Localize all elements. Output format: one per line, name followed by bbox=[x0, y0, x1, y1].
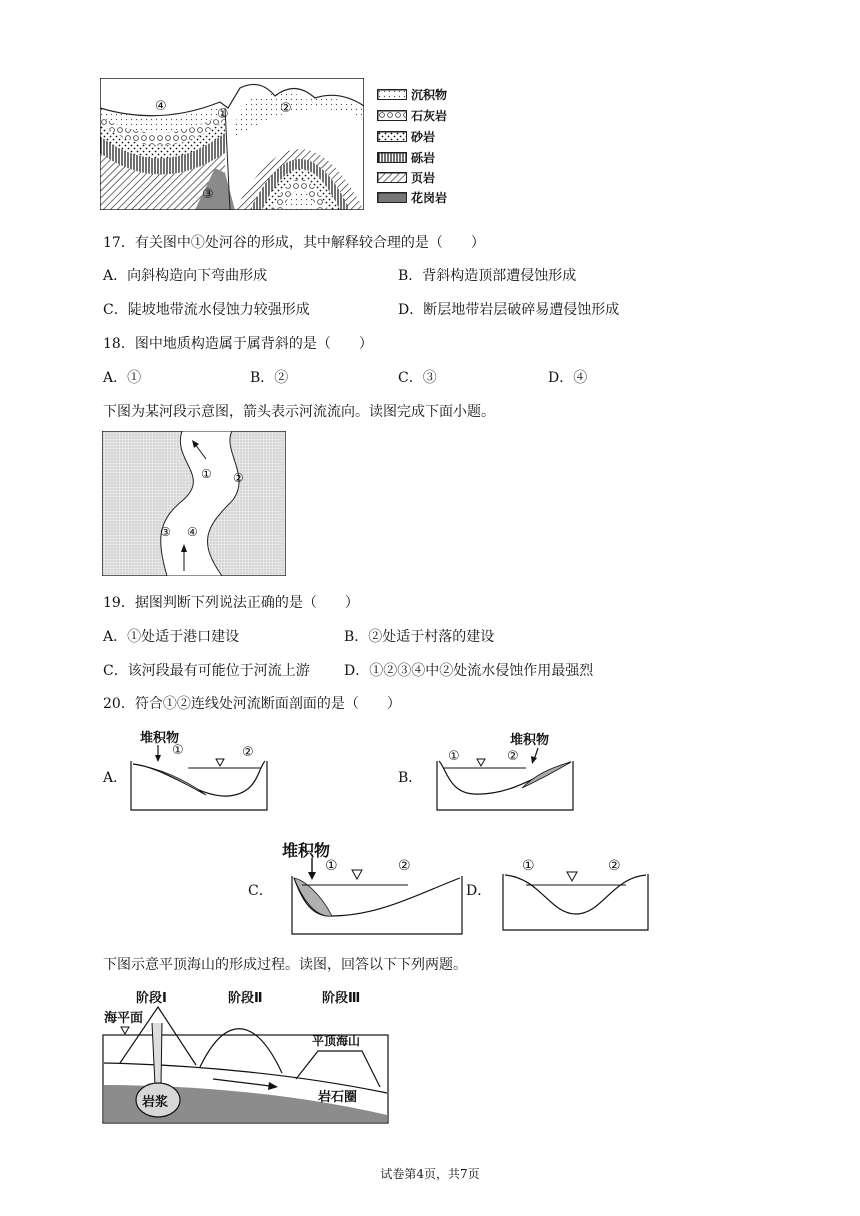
legend-item bbox=[377, 128, 435, 144]
legend-label: 石灰岩 bbox=[411, 108, 448, 123]
marker-1: ① bbox=[217, 107, 229, 122]
question-19-stem: 19．据图判断下列说法正确的是（ ） bbox=[103, 595, 359, 611]
deposit-label: 堆积物 bbox=[282, 841, 331, 860]
q18-option-a[interactable]: A．① bbox=[103, 370, 142, 386]
marker-2: ② bbox=[398, 858, 411, 874]
q20-option-b-label[interactable]: B． bbox=[398, 770, 423, 786]
sea-level-label: 海平面 bbox=[104, 1011, 144, 1026]
page-footer: 试卷第4页，共7页 bbox=[380, 1167, 480, 1181]
q20-option-a-profile[interactable] bbox=[128, 728, 270, 814]
q18-option-d[interactable]: D．④ bbox=[548, 370, 588, 386]
geologic-cross-section bbox=[100, 78, 364, 210]
legend-item bbox=[377, 107, 447, 123]
q18-option-b[interactable]: B．② bbox=[250, 370, 289, 386]
legend-item bbox=[377, 149, 435, 165]
flat-seamount-label: 平顶海山 bbox=[312, 1034, 361, 1048]
magma-label: 岩浆 bbox=[142, 1095, 169, 1110]
legend-item bbox=[377, 169, 435, 185]
q20-option-d-label[interactable]: D． bbox=[466, 883, 492, 899]
q19-option-a[interactable]: A．①处适于港口建设 bbox=[103, 629, 240, 645]
question-18-stem: 18．图中地质构造属于属背斜的是（ ） bbox=[103, 336, 373, 352]
legend-label: 页岩 bbox=[411, 170, 436, 185]
question-20-stem: 20．符合①②连线处河流断面剖面的是（ ） bbox=[103, 696, 401, 712]
q18-option-c[interactable]: C．③ bbox=[398, 370, 437, 386]
marker-1: ① bbox=[522, 858, 535, 874]
marker-2: ② bbox=[242, 745, 254, 760]
marker-1: ① bbox=[172, 743, 184, 758]
deposit-label: 堆积物 bbox=[140, 731, 180, 746]
stage-2-label: 阶段Ⅱ bbox=[228, 991, 263, 1006]
marker-2: ② bbox=[233, 471, 244, 485]
q19-option-c[interactable]: C．该河段最有可能位于河流上游 bbox=[103, 663, 310, 679]
river-segment-diagram bbox=[102, 431, 286, 576]
legend-label: 砂岩 bbox=[411, 129, 436, 144]
deposit-label: 堆积物 bbox=[510, 733, 550, 748]
marker-2: ② bbox=[507, 749, 519, 764]
seamount-intro-text: 下图示意平顶海山的形成过程。读图，回答以下下列两题。 bbox=[103, 957, 467, 973]
q17-option-a[interactable]: A．向斜构造向下弯曲形成 bbox=[103, 268, 268, 284]
stage-1-label: 阶段Ⅰ bbox=[136, 991, 167, 1006]
q20-option-d-profile[interactable] bbox=[500, 848, 652, 932]
marker-2: ② bbox=[280, 101, 292, 116]
marker-2: ② bbox=[608, 858, 621, 874]
stage-3-label: 阶段Ⅲ bbox=[322, 991, 361, 1006]
marker-4: ④ bbox=[187, 525, 198, 539]
marker-1: ① bbox=[325, 858, 338, 874]
marker-1: ① bbox=[201, 467, 212, 481]
question-17-stem: 17．有关图中①处河谷的形成，其中解释较合理的是（ ） bbox=[103, 235, 485, 251]
marker-3: ③ bbox=[202, 187, 214, 202]
q19-option-b[interactable]: B．②处适于村落的建设 bbox=[344, 629, 495, 645]
q20-option-b-profile[interactable] bbox=[434, 728, 576, 814]
legend-item bbox=[377, 189, 447, 205]
river-intro-text: 下图为某河段示意图，箭头表示河流流向。读图完成下面小题。 bbox=[103, 404, 495, 420]
q20-option-c-label[interactable]: C． bbox=[248, 883, 273, 899]
legend-label: 花岗岩 bbox=[411, 190, 448, 205]
q20-option-a-label[interactable]: A． bbox=[103, 770, 128, 786]
marker-3: ③ bbox=[160, 525, 171, 539]
lithosphere-label: 岩石圈 bbox=[318, 1090, 358, 1105]
q17-option-b[interactable]: B．背斜构造顶部遭侵蚀形成 bbox=[398, 268, 577, 284]
q17-option-d[interactable]: D．断层地带岩层破碎易遭侵蚀形成 bbox=[398, 302, 620, 318]
q20-option-c-profile[interactable] bbox=[280, 838, 464, 936]
legend-item bbox=[377, 86, 447, 102]
legend-label: 砾岩 bbox=[411, 150, 436, 165]
marker-1: ① bbox=[448, 749, 460, 764]
seamount-formation-diagram bbox=[100, 985, 392, 1127]
marker-4: ④ bbox=[155, 99, 167, 114]
q17-option-c[interactable]: C．陡坡地带流水侵蚀力较强形成 bbox=[103, 302, 310, 318]
q19-option-d[interactable]: D．①②③④中②处流水侵蚀作用最强烈 bbox=[344, 663, 594, 679]
legend-label: 沉积物 bbox=[411, 87, 448, 102]
